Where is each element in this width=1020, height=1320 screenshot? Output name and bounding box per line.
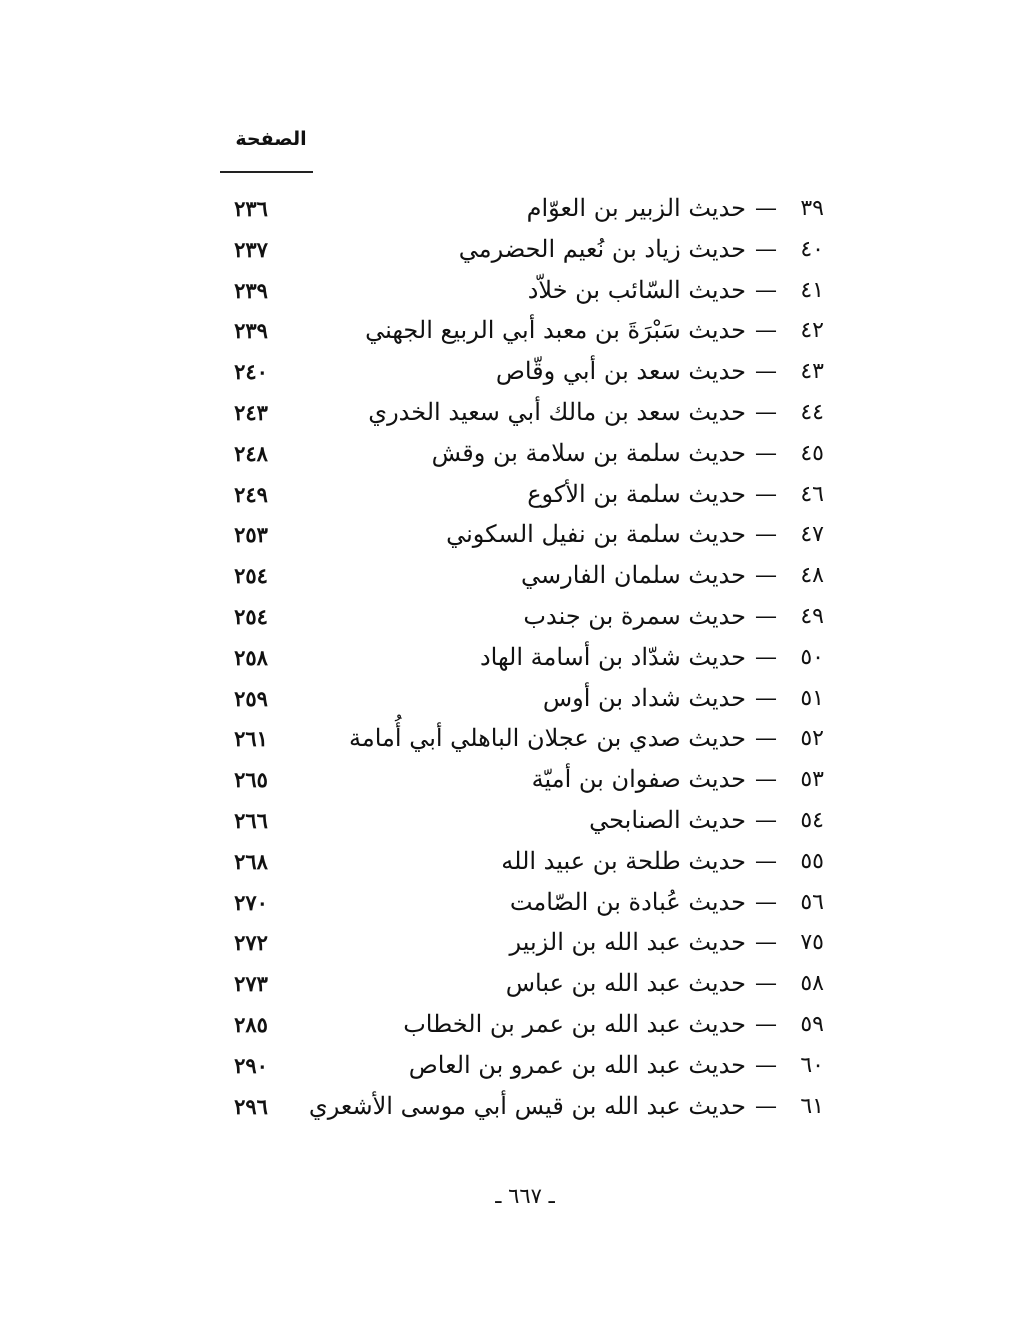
entry-title: حديث الصنابحي [589, 805, 746, 834]
entry-dash: — [755, 848, 777, 874]
entry-number: ٥٤ [800, 807, 824, 833]
entry-dash: — [755, 563, 777, 589]
entry-title: حديث سلمة بن سلامة بن وقش [431, 438, 746, 467]
entry-dash: — [755, 889, 777, 915]
entry-number: ٧٥ [800, 930, 824, 956]
entry-page-number: ٢٥٨ [234, 644, 268, 670]
entry-number: ٤٦ [800, 481, 824, 507]
entry-page-number: ٢٣٩ [234, 277, 268, 303]
entry-number: ٤٤ [800, 399, 824, 425]
toc-entry [0, 435, 1020, 476]
entry-number: ٤٧ [800, 522, 824, 548]
entry-dash: — [755, 644, 777, 670]
entry-title: حديث طلحة بن عبيد الله [501, 846, 746, 875]
entry-number: ٥٢ [800, 726, 824, 752]
entry-number: ٤٥ [800, 440, 824, 466]
entry-page-number: ٢٤٣ [234, 399, 268, 425]
entry-page-number: ٢٦٦ [234, 807, 268, 833]
toc-entry [0, 272, 1020, 313]
toc-list [0, 190, 1020, 1128]
entry-dash: — [755, 522, 777, 548]
entry-number: ٥٦ [800, 889, 824, 915]
entry-page-number: ٢٦٨ [234, 848, 268, 874]
entry-number: ٤٣ [800, 359, 824, 385]
entry-page-number: ٢٣٩ [234, 318, 268, 344]
entry-dash: — [755, 767, 777, 793]
entry-dash: — [755, 685, 777, 711]
page-column-header: الصفحة [235, 128, 307, 150]
entry-number: ٤٩ [800, 603, 824, 629]
entry-title: حديث سعد بن أبي وقّاص [495, 357, 746, 386]
footer-page-number: ـ ٦٦٧ ـ [495, 1184, 555, 1208]
entry-title: حديث السّائب بن خلاّد [527, 275, 746, 304]
entry-title: حديث سعد بن مالك أبي سعيد الخدري [368, 397, 746, 426]
entry-page-number: ٢٣٧ [234, 236, 268, 262]
entry-title: حديث صفوان بن أميّة [531, 765, 746, 794]
toc-entry [0, 802, 1020, 843]
entry-dash: — [755, 1093, 777, 1119]
entry-page-number: ٢٤٨ [234, 440, 268, 466]
entry-page-number: ٢٤٠ [234, 359, 268, 385]
entry-dash: — [755, 318, 777, 344]
entry-title: حديث عُبادة بن الصّامت [509, 887, 746, 916]
entry-title: حديث عبد الله بن عباس [505, 969, 746, 998]
entry-title: حديث سَبْرَةَ بن معبد أبي الربيع الجهني [365, 316, 746, 345]
entry-page-number: ٢٣٦ [234, 196, 268, 221]
toc-entry [0, 1006, 1020, 1047]
entry-page-number: ٢٤٩ [234, 481, 268, 507]
entry-page-number: ٢٥٤ [234, 603, 268, 629]
entry-dash: — [755, 196, 777, 221]
entry-number: ٤٨ [800, 563, 824, 589]
entry-dash: — [755, 1052, 777, 1078]
entry-page-number: ٢٩٦ [234, 1093, 268, 1119]
entry-dash: — [755, 971, 777, 997]
entry-title: حديث زياد بن نُعيم الحضرمي [458, 234, 746, 263]
entry-number: ٥١ [800, 685, 824, 711]
entry-title: حديث شدّاد بن أسامة الهاد [479, 642, 746, 671]
entry-page-number: ٢٥٩ [234, 685, 268, 711]
entry-dash: — [755, 359, 777, 385]
toc-entry [0, 924, 1020, 965]
toc-entry [0, 190, 1020, 231]
entry-dash: — [755, 1011, 777, 1037]
toc-entry [0, 516, 1020, 557]
entry-dash: — [755, 236, 777, 262]
entry-dash: — [755, 440, 777, 466]
toc-entry [0, 476, 1020, 517]
entry-number: ٦٠ [800, 1052, 824, 1078]
entry-page-number: ٢٥٤ [234, 563, 268, 589]
entry-title: حديث عبد الله بن الزبير [509, 928, 746, 957]
toc-entry [0, 1047, 1020, 1088]
entry-page-number: ٢٦٥ [234, 767, 268, 793]
toc-entry [0, 761, 1020, 802]
toc-entry [0, 1088, 1020, 1129]
entry-title: حديث سلمة بن نفيل السكوني [446, 520, 746, 549]
entry-page-number: ٢٨٥ [234, 1011, 268, 1037]
entry-title: حديث صدي بن عجلان الباهلي أبي أُمامة [349, 724, 746, 753]
entry-page-number: ٢٧٣ [234, 971, 268, 997]
entry-number: ٥٨ [800, 971, 824, 997]
entry-number: ٤٢ [800, 318, 824, 344]
entry-dash: — [755, 481, 777, 507]
toc-entry [0, 639, 1020, 680]
entry-number: ٥٥ [800, 848, 824, 874]
entry-page-number: ٢٩٠ [234, 1052, 268, 1078]
toc-entry [0, 884, 1020, 925]
toc-entry [0, 720, 1020, 761]
entry-title: حديث شداد بن أوس [542, 683, 746, 712]
entry-title: حديث الزبير بن العوّام [526, 194, 746, 222]
entry-title: حديث سمرة بن جندب [523, 601, 746, 630]
entry-dash: — [755, 807, 777, 833]
entry-dash: — [755, 277, 777, 303]
entry-title: حديث عبد الله بن عمرو بن العاص [408, 1050, 746, 1079]
entry-page-number: ٢٧٢ [234, 930, 268, 956]
header-divider [220, 171, 313, 173]
entry-dash: — [755, 930, 777, 956]
entry-page-number: ٢٥٣ [234, 522, 268, 548]
entry-title: حديث عبد الله بن قيس أبي موسى الأشعري [308, 1091, 746, 1120]
entry-page-number: ٢٦١ [234, 726, 268, 752]
entry-number: ٥٠ [800, 644, 824, 670]
entry-number: ٤١ [800, 277, 824, 303]
entry-number: ٥٩ [800, 1011, 824, 1037]
toc-entry [0, 680, 1020, 721]
entry-number: ٣٩ [800, 196, 824, 221]
entry-page-number: ٢٧٠ [234, 889, 268, 915]
toc-entry [0, 312, 1020, 353]
entry-title: حديث سلمان الفارسي [521, 561, 746, 590]
entry-number: ٥٣ [800, 767, 824, 793]
entry-number: ٦١ [800, 1093, 824, 1119]
toc-entry [0, 598, 1020, 639]
entry-title: حديث سلمة بن الأكوع [527, 479, 746, 508]
toc-entry [0, 843, 1020, 884]
toc-entry [0, 965, 1020, 1006]
toc-entry [0, 394, 1020, 435]
entry-dash: — [755, 399, 777, 425]
entry-number: ٤٠ [800, 236, 824, 262]
toc-entry [0, 353, 1020, 394]
entry-dash: — [755, 603, 777, 629]
entry-title: حديث عبد الله بن عمر بن الخطاب [403, 1009, 746, 1038]
toc-entry [0, 231, 1020, 272]
toc-entry [0, 557, 1020, 598]
entry-dash: — [755, 726, 777, 752]
